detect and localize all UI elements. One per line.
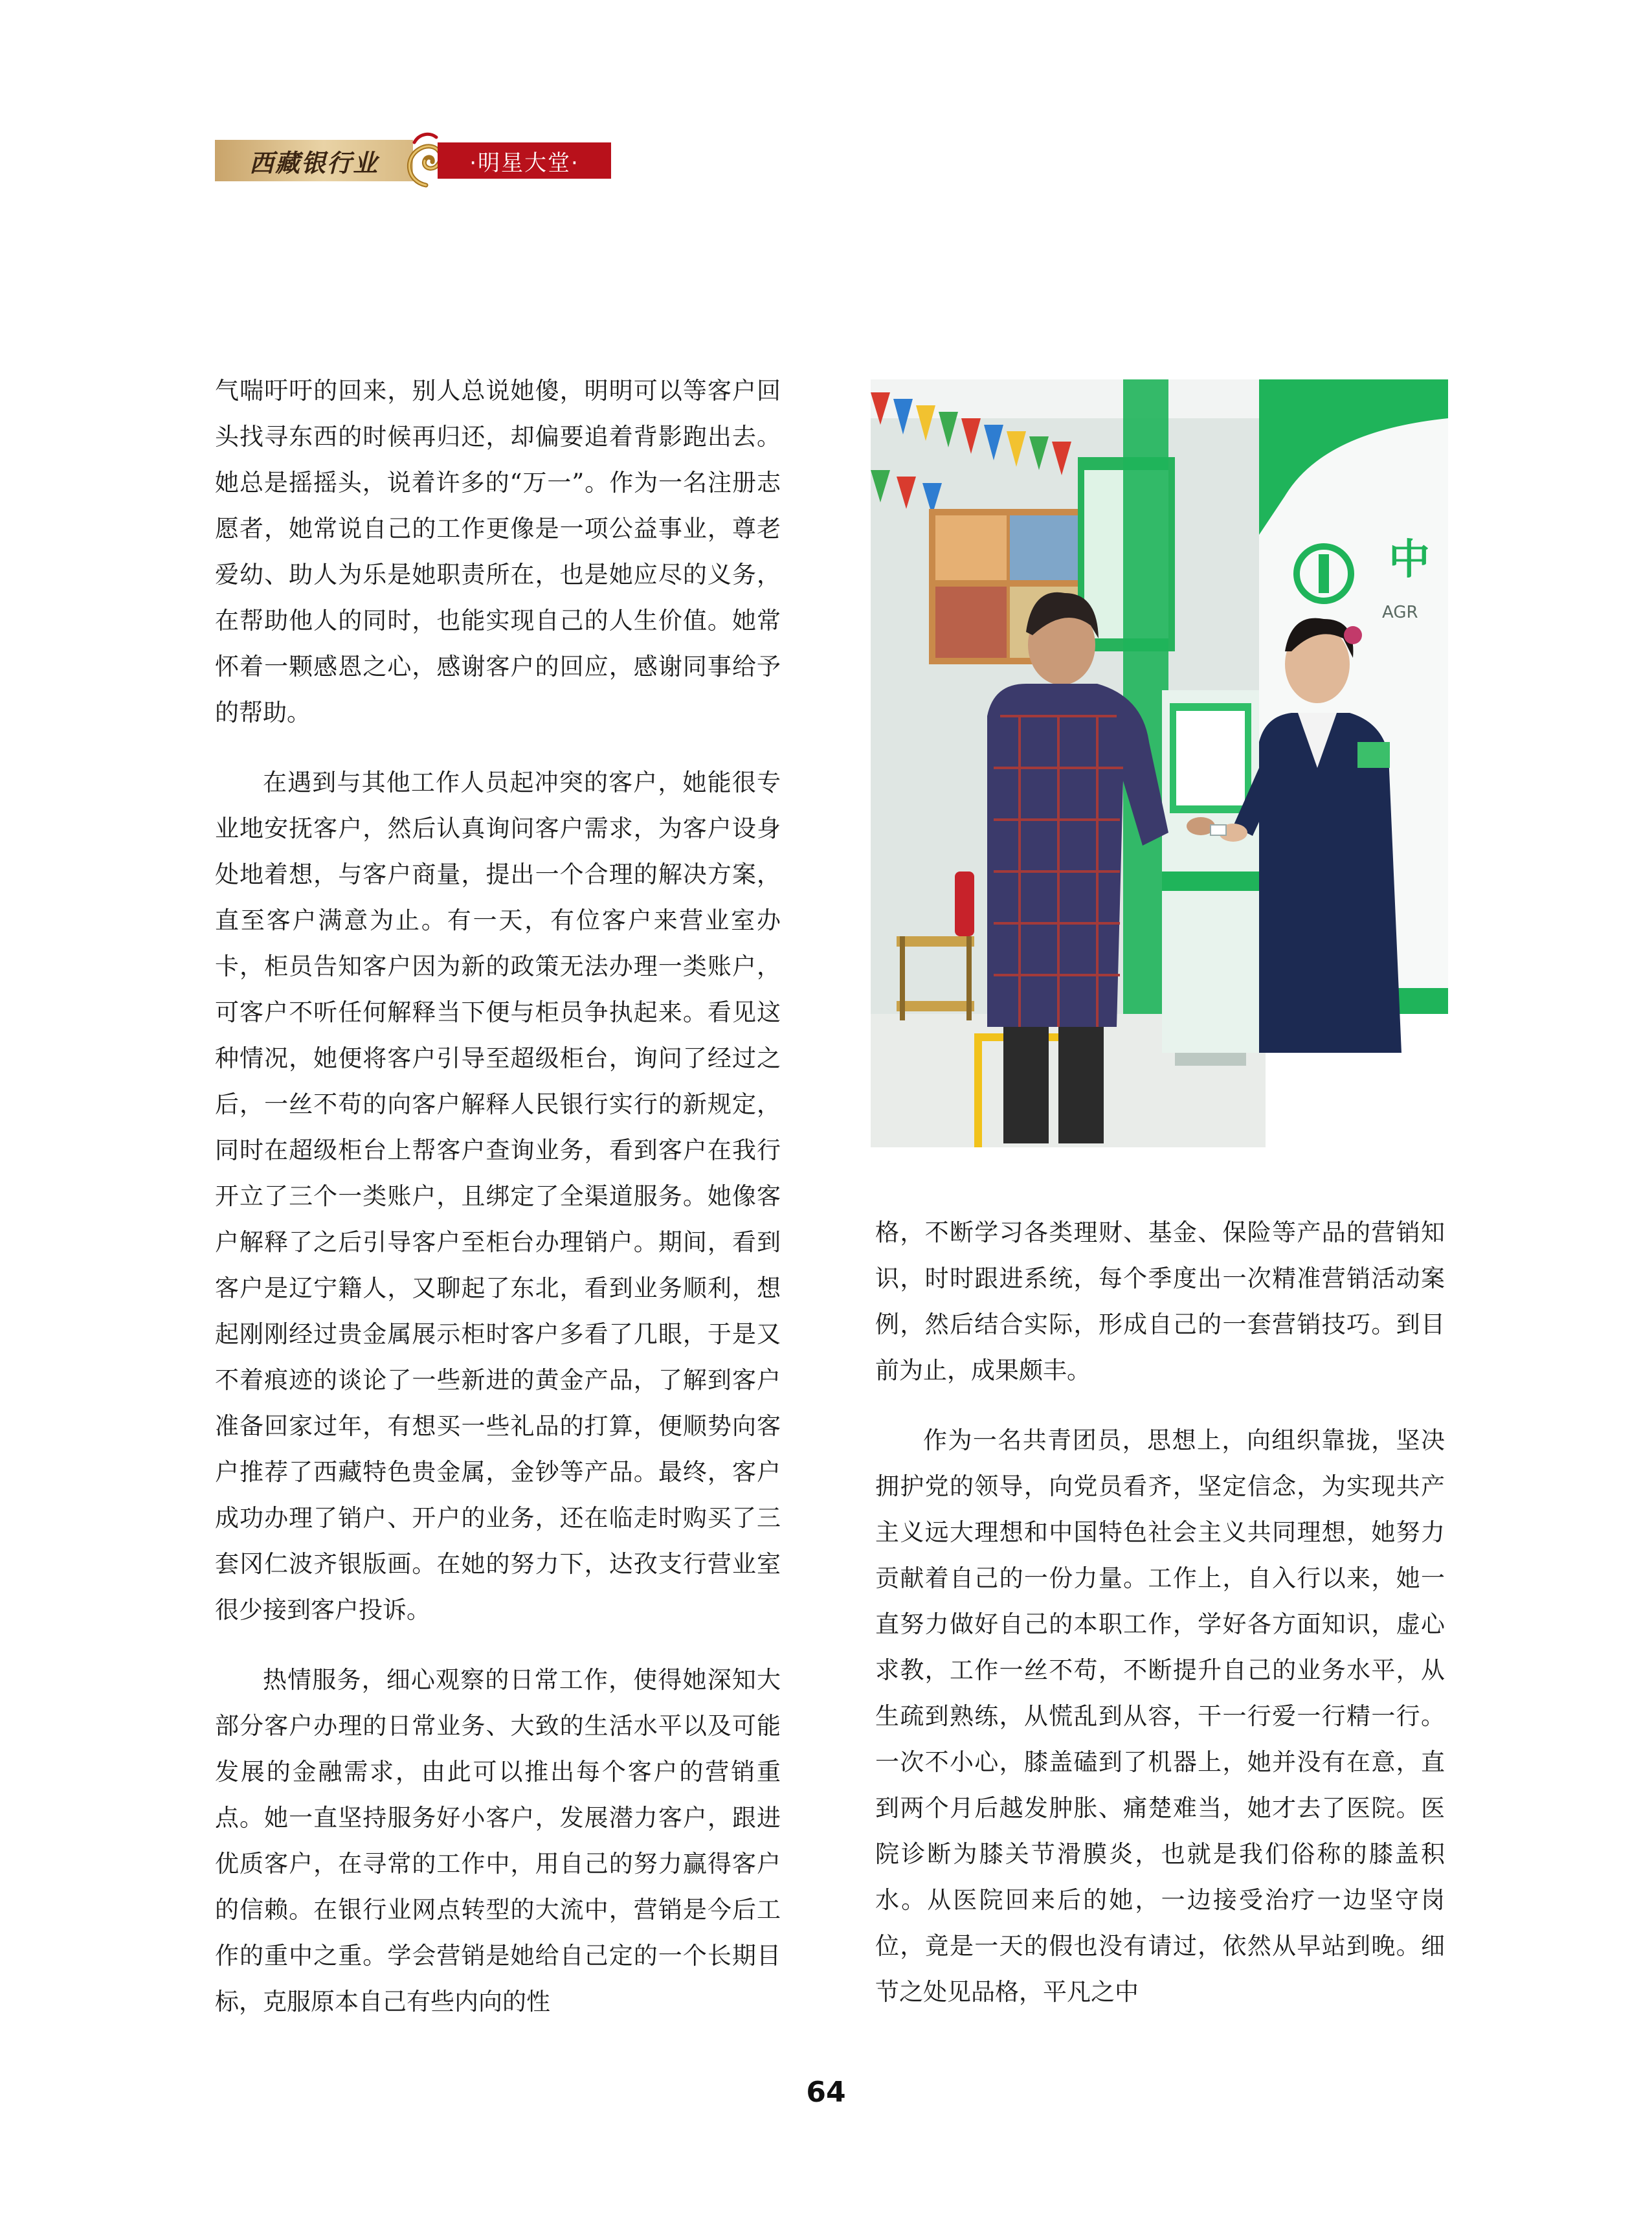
left-text-column: [215, 368, 781, 2049]
bank-sign-latin: AGR: [1382, 603, 1418, 622]
bank-lobby-photo: [871, 379, 1448, 1147]
paragraph: 热情服务，细心观察的日常工作，使得她深知大部分客户办理的日常业务、大致的生活水平以及可能发展的金融需求，由此可以推出每个客户的营销重点。她一直坚持服务好小客户，发展潜力客户，跟进优质客户，在寻常的工作中，用自己的努力赢得客户的信赖。在银行业网点转型的大流中，营销是今后工作的重中之重。学会营销是她给自己定的一个长期目标，克服原本自己有些内向的性: [215, 1666, 781, 2016]
paragraph: 在遇到与其他工作人员起冲突的客户，她能很专业地安抚客户，然后认真询问客户需求，为客户设身处地着想，与客户商量，提出一个合理的解决方案，直至客户满意为止。有一天，有位客户来营业室办卡，柜员告知客户因为新的政策无法办理一类账户，可客户不听任何解释当下便与柜员争执起来。看见这种情况，她便将客户引导至超级柜台，询问了经过之后，一丝不苟的向客户解释人民银行实行的新规定，同时在超级柜台上帮客户查询业务，看到客户在我行开立了三个一类账户，且绑定了全渠道服务。她像客户解释了之后引导客户至柜台办理销户。期间，看到客户是辽宁籍人，又聊起了东北，看到业务顺利，想起刚刚经过贵金属展示柜时客户多看了几眼，于是又不着痕迹的谈论了一些新进的黄金产品，了解到客户准备回家过年，有想买一些礼品的打算，便顺势向客户推荐了西藏特色贵金属，金钞等产品。最终，客户成功办理了销户、开户的业务，还在临走时购买了三套冈仁波齐银版画。在她的努力下，达孜支行营业室很少接到客户投诉。: [215, 769, 781, 1624]
paragraph: 格，不断学习各类理财、基金、保险等产品的营销知识，时时跟进系统，每个季度出一次精准营销活动案例，然后结合实际，形成自己的一套营销技巧。到目前为止，成果颇丰。: [875, 1219, 1445, 1384]
paragraph: 气喘吁吁的回来，别人总说她傻，明明可以等客户回头找寻东西的时候再归还，却偏要追着背影跑出去。她总是摇摇头，说着许多的“万一”。作为一名注册志愿者，她常说自己的工作更像是一项公益事业，尊老爱幼、助人为乐是她职责所在，也是她应尽的义务，在帮助他人的同时，也能实现自己的人生价值。她常怀着一颗感恩之心，感谢客户的回应，感谢同事给予的帮助。: [215, 377, 781, 726]
photo-illustration: [871, 379, 1448, 1147]
column-title-plate: [438, 142, 611, 179]
series-title: 西藏银行业: [249, 148, 379, 177]
self-service-kiosk: [1162, 690, 1259, 1066]
bank-sign: 中: [1389, 535, 1430, 584]
page-number: 64: [806, 2076, 846, 2109]
paragraph: 作为一名共青团员，思想上，向组织靠拢，坚决拥护党的领导，向党员看齐，坚定信念，为实现共产主义远大理想和中国特色社会主义共同理想，她努力贡献着自己的一份力量。工作上，自入行以来，她一直努力做好自己的本职工作，学好各方面知识，虚心求教，工作一丝不苟，不断提升自己的业务水平，从生疏到熟练，从慌乱到从容，干一行爱一行精一行。一次不小心，膝盖磕到了机器上，她并没有在意，直到两个月后越发肿胀、痛楚难当，她才去了医院。医院诊断为膝关节滑膜炎，也就是我们俗称的膝盖积水。从医院回来后的她，一边接受治疗一边坚守岗位，竟是一天的假也没有请过，依然从早站到晚。细节之处见品格，平凡之中: [875, 1426, 1445, 2006]
column-title: ·明星大堂·: [469, 150, 579, 176]
section-banner: [215, 140, 611, 181]
right-text-column: [875, 1209, 1445, 2039]
series-title-plate: [215, 140, 413, 181]
